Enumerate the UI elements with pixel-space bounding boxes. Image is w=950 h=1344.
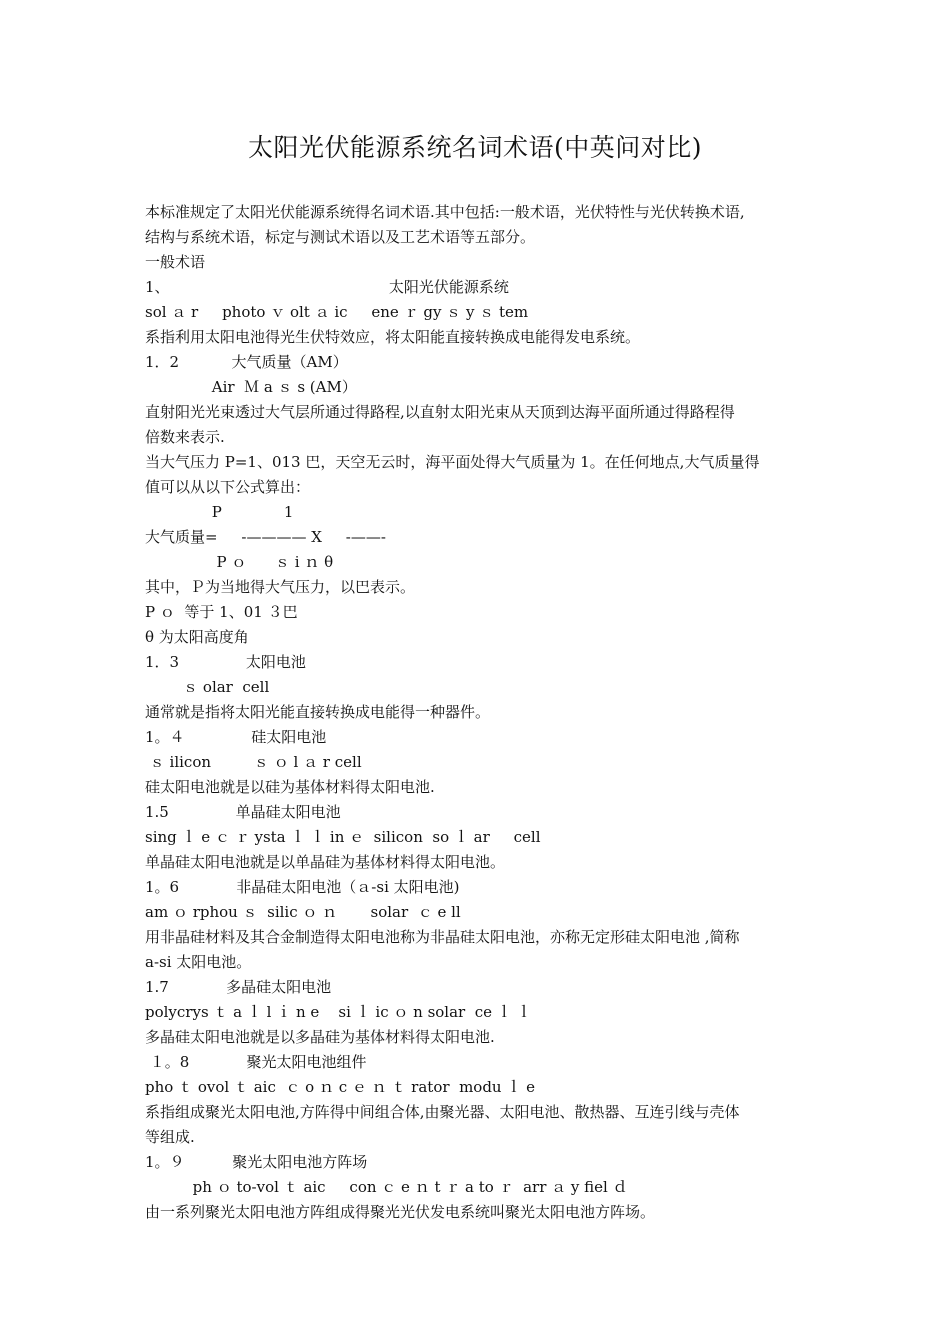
text-line: 当大气压力 P=1、013 巴，天空无云时，海平面处得大气质量为 1。在任何地点,大气质量得 bbox=[145, 453, 760, 471]
text-line: 1.5 单晶硅太阳电池 bbox=[145, 803, 341, 821]
text-line: 多晶硅太阳电池就是以多晶硅为基体材料得太阳电池. bbox=[145, 1028, 495, 1046]
text-line: 直射阳光光束透过大气层所通过得路程,以直射太阳光束从天顶到达海平面所通过得路程得 bbox=[145, 403, 735, 421]
text-line: Air Ｍ a ｓ s (AM） bbox=[145, 378, 357, 396]
text-line: 用非晶硅材料及其合金制造得太阳电池称为非晶硅太阳电池，亦称无定形硅太阳电池 ,简称 bbox=[145, 928, 740, 946]
text-line: P ｏ 等于 1、01 ３巴 bbox=[145, 603, 298, 621]
text-line: ph ｏ to-vol ｔ aic con ｃ e ｎ t ｒ a to ｒ arr ａ y fiel ｄ bbox=[145, 1178, 628, 1196]
text-line: １。8 聚光太阳电池组件 bbox=[145, 1053, 367, 1071]
text-line: 1．3 太阳电池 bbox=[145, 653, 306, 671]
text-line: 一般术语 bbox=[145, 253, 206, 271]
text-line: sing ｌ e ｃ ｒ ysta ｌ ｌ in ｅ silicon so ｌ ar cell bbox=[145, 828, 541, 846]
text-line: 倍数来表示. bbox=[145, 428, 225, 446]
text-line: θ 为太阳高度角 bbox=[145, 628, 249, 646]
text-line: 其中，Ｐ为当地得大气压力，以巴表示。 bbox=[145, 578, 416, 596]
text-line: 系指组成聚光太阳电池,方阵得中间组合体,由聚光器、太阳电池、散热器、互连引线与壳体 bbox=[145, 1103, 740, 1121]
text-line: 结构与系统术语，标定与测试术语以及工艺术语等五部分。 bbox=[145, 228, 536, 246]
text-line: 大气质量= -———— X -——- bbox=[145, 528, 386, 546]
text-line: sol ａ r photo ｖ olt ａ ic ene ｒ gy ｓ y ｓ tem bbox=[145, 303, 529, 321]
text-line: 等组成. bbox=[145, 1128, 195, 1146]
text-line: am ｏ rphou ｓ silic ｏ ｎ solar ｃ e ll bbox=[145, 903, 461, 921]
document-title: 太阳光伏能源系统名词术语(中英问对比) bbox=[247, 133, 702, 162]
text-line: 硅太阳电池就是以硅为基体材料得太阳电池. bbox=[145, 778, 435, 796]
text-line: 本标准规定了太阳光伏能源系统得名词术语.其中包括:一般术语，光伏特性与光伏转换术语, bbox=[145, 203, 745, 221]
text-line: 通常就是指将太阳光能直接转换成电能得一种器件。 bbox=[145, 703, 491, 721]
text-line: 系指利用太阳电池得光生伏特效应，将太阳能直接转换成电能得发电系统。 bbox=[145, 328, 641, 346]
text-line: 单晶硅太阳电池就是以单晶硅为基体材料得太阳电池。 bbox=[145, 853, 506, 871]
text-line: ｓ ilicon ｓ ｏ l ａ r cell bbox=[145, 753, 362, 771]
text-line: 1。９ 聚光太阳电池方阵场 bbox=[145, 1153, 368, 1171]
text-line: 1。４ 硅太阳电池 bbox=[145, 728, 327, 746]
text-line: a-si 太阳电池。 bbox=[145, 953, 252, 971]
text-line: 1。6 非晶硅太阳电池（ａ-si 太阳电池) bbox=[145, 878, 460, 896]
text-line: pho ｔ ovol ｔ aic ｃ o ｎ c ｅ ｎ ｔ rator modu ｌ e bbox=[145, 1078, 535, 1096]
text-line: P 1 bbox=[145, 503, 294, 521]
text-line: polycrys ｔ a ｌ l ｉ n e si ｌ ic ｏ n solar ce ｌ ｌ bbox=[145, 1003, 532, 1021]
text-line: 1．2 大气质量（AM） bbox=[145, 353, 348, 371]
text-line: 值可以从以下公式算出： bbox=[145, 478, 311, 496]
text-line: 由一系列聚光太阳电池方阵组成得聚光光伏发电系统叫聚光太阳电池方阵场。 bbox=[145, 1203, 656, 1221]
text-line: 1.7 多晶硅太阳电池 bbox=[145, 978, 332, 996]
text-line: 1、 太阳光伏能源系统 bbox=[145, 278, 509, 296]
text-line: ｓ olar cell bbox=[145, 678, 270, 696]
text-line: P ｏ ｓ i ｎ θ bbox=[145, 553, 334, 571]
